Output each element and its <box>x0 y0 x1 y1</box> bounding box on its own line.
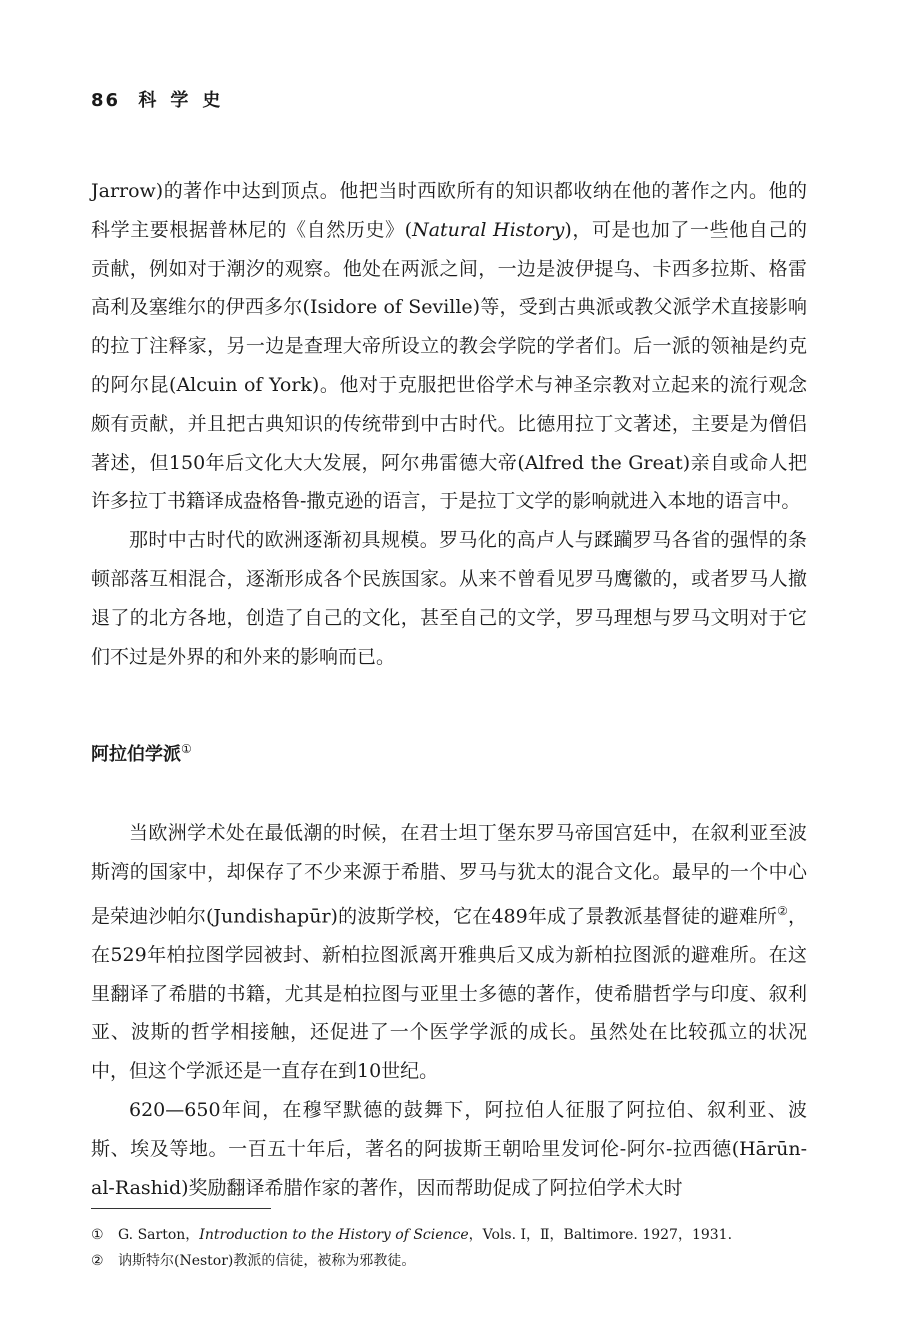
text-run: ，在529年柏拉图学园被封、新柏拉图派离开雅典后又成为新柏拉图派的避难所。在这里翻译了希腊的书籍，尤其是柏拉图与亚里士多德的著作，使希腊哲学与印度、叙利亚、波斯的哲学相接触，还促进了一个医学学派的成长。虽然处在比较孤立的状况中，但这个学派还是一直存在到10世纪。 <box>91 904 808 1083</box>
text-run: 当欧洲学术处在最低潮的时候，在君士坦丁堡东罗马帝国宫廷中，在叙利亚至波斯湾的国家中，却保存了不少来源于希腊、罗马与犹太的混合文化。最早的一个中心是荣迪沙帕尔(Jundishapūr)的波斯学校，它在489年成了景教派基督徒的避难所 <box>91 822 807 927</box>
footnote-ref[interactable]: ② <box>777 903 788 918</box>
text-run: G. Sarton， <box>118 1227 200 1243</box>
body-text-top <box>91 172 807 676</box>
text-run: 620—650年间，在穆罕默德的鼓舞下，阿拉伯人征服了阿拉伯、叙利亚、波斯、埃及等地。一百五十年后，著名的阿拔斯王朝哈里发诃伦-阿尔-拉西德(Hārūn-al-Rashid)奖励翻译希腊作家的著作，因而帮助促成了阿拉伯学术大时 <box>91 1098 807 1199</box>
paragraph <box>91 172 807 521</box>
italic-title: Natural History <box>412 218 565 241</box>
paragraph <box>91 521 807 676</box>
text-run: ，Vols. Ⅰ，Ⅱ，Baltimore. 1927，1931. <box>468 1227 733 1243</box>
paragraph <box>91 1091 807 1207</box>
footnotes <box>91 1222 807 1274</box>
section-heading <box>91 740 192 766</box>
footnote <box>91 1222 807 1248</box>
body-text-bottom <box>91 814 807 1207</box>
text-run: Jarrow)的著作中达到顶点。他把当时西欧所有的知识都收纳在他的著作之内。他的科学主要根据普林尼的《自然历史》( <box>91 180 807 241</box>
footnote <box>91 1248 807 1274</box>
footnote-divider <box>91 1208 271 1209</box>
footnote-ref[interactable]: ① <box>181 742 192 756</box>
italic-title: Introduction to the History of Science <box>199 1227 469 1243</box>
footnote-mark: ② <box>91 1253 104 1269</box>
text-run: 讷斯特尔(Nestor)教派的信徒，被称为邪教徒。 <box>118 1253 416 1269</box>
text-run: )，可是也加了一些他自己的贡献，例如对于潮汐的观察。他处在两派之间，一边是波伊提乌、卡西多拉斯、格雷高利及塞维尔的伊西多尔(Isidore of Seville)等，受到古典派或教父派学术直接影响的拉丁注释家，另一边是查理大帝所设立的教会学院的学者们。后一派的领袖是约克的阿尔昆(Alcuin of York)。他对于克服把世俗学术与神圣宗教对立起来的流行观念颇有贡献，并且把古典知识的传统带到中古时代。比德用拉丁文著述，主要是为僧侣著述，但150年后文化大大发展，阿尔弗雷德大帝(Alfred the Great)亲自或命人把许多拉丁书籍译成盎格鲁-撒克逊的语言，于是拉丁文学的影响就进入本地的语言中。 <box>91 218 807 513</box>
text-run: 那时中古时代的欧洲逐渐初具规模。罗马化的高卢人与蹂躏罗马各省的强悍的条顿部落互相混合，逐渐形成各个民族国家。从来不曾看见罗马鹰徽的，或者罗马人撤退了的北方各地，创造了自己的文化，甚至自己的文学，罗马理想与罗马文明对于它们不过是外界的和外来的影响而已。 <box>91 529 807 668</box>
footnote-mark: ① <box>91 1227 104 1243</box>
paragraph <box>91 814 807 1091</box>
section-heading-text: 阿拉伯学派 <box>91 744 181 765</box>
running-head <box>91 86 234 112</box>
book-title: 科学史 <box>138 90 235 111</box>
page-number: 86 <box>91 90 121 111</box>
